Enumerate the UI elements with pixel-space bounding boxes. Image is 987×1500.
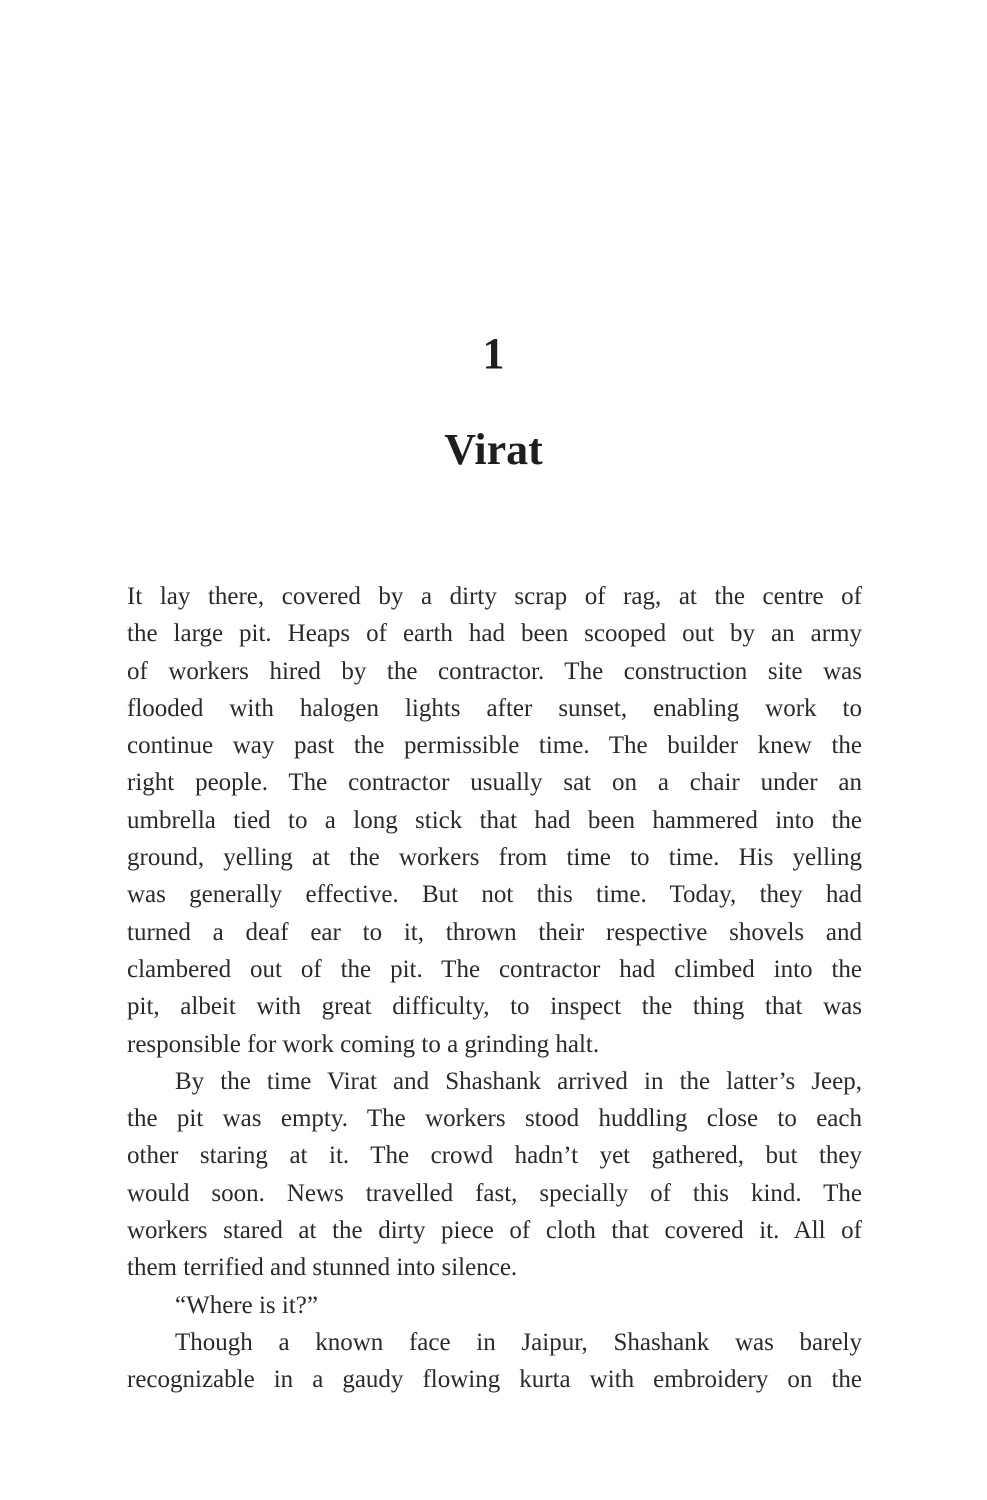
- text-line: responsible for work coming to a grinding halt.: [127, 1030, 600, 1058]
- text-line: would soon. News travelled fast, specially of this kind. The: [127, 1179, 862, 1207]
- text-line: of workers hired by the contractor. The construction site was: [127, 657, 862, 685]
- text-line: them terrified and stunned into silence.: [127, 1254, 518, 1282]
- text-line: umbrella tied to a long stick that had been hammered into the: [127, 806, 862, 834]
- text-line: the pit was empty. The workers stood huddling close to each: [127, 1105, 862, 1133]
- text-line: workers stared at the dirty piece of cloth that covered it. All of: [127, 1217, 862, 1245]
- text-line: right people. The contractor usually sat on a chair under an: [127, 769, 862, 797]
- text-line: the large pit. Heaps of earth had been scooped out by an army: [127, 620, 862, 648]
- text-line: ground, yelling at the workers from time to time. His yelling: [127, 844, 862, 872]
- text-line: continue way past the permissible time. The builder knew the: [127, 732, 862, 760]
- text-line: flooded with halogen lights after sunset, enabling work to: [127, 694, 862, 722]
- chapter-number: 1: [482, 329, 505, 378]
- text-line: was generally effective. But not this time. Today, they had: [127, 881, 862, 909]
- text-line: By the time Virat and Shashank arrived in the latter’s Jeep,: [175, 1067, 862, 1095]
- text-line: “Where is it?”: [175, 1291, 318, 1319]
- text-line: Though a known face in Jaipur, Shashank was barely: [175, 1328, 862, 1356]
- text-line: clambered out of the pit. The contractor had climbed into the: [127, 955, 862, 983]
- text-line: recognizable in a gaudy flowing kurta with embroidery on the: [127, 1366, 862, 1394]
- chapter-title: Virat: [444, 425, 543, 474]
- text-line: pit, albeit with great difficulty, to inspect the thing that was: [127, 993, 862, 1021]
- text-line: It lay there, covered by a dirty scrap of rag, at the centre of: [127, 583, 862, 610]
- text-line: other staring at it. The crowd hadn’t yet gathered, but they: [127, 1142, 862, 1170]
- text-line: turned a deaf ear to it, thrown their respective shovels and: [127, 918, 862, 946]
- chapter-body: [127, 578, 862, 1399]
